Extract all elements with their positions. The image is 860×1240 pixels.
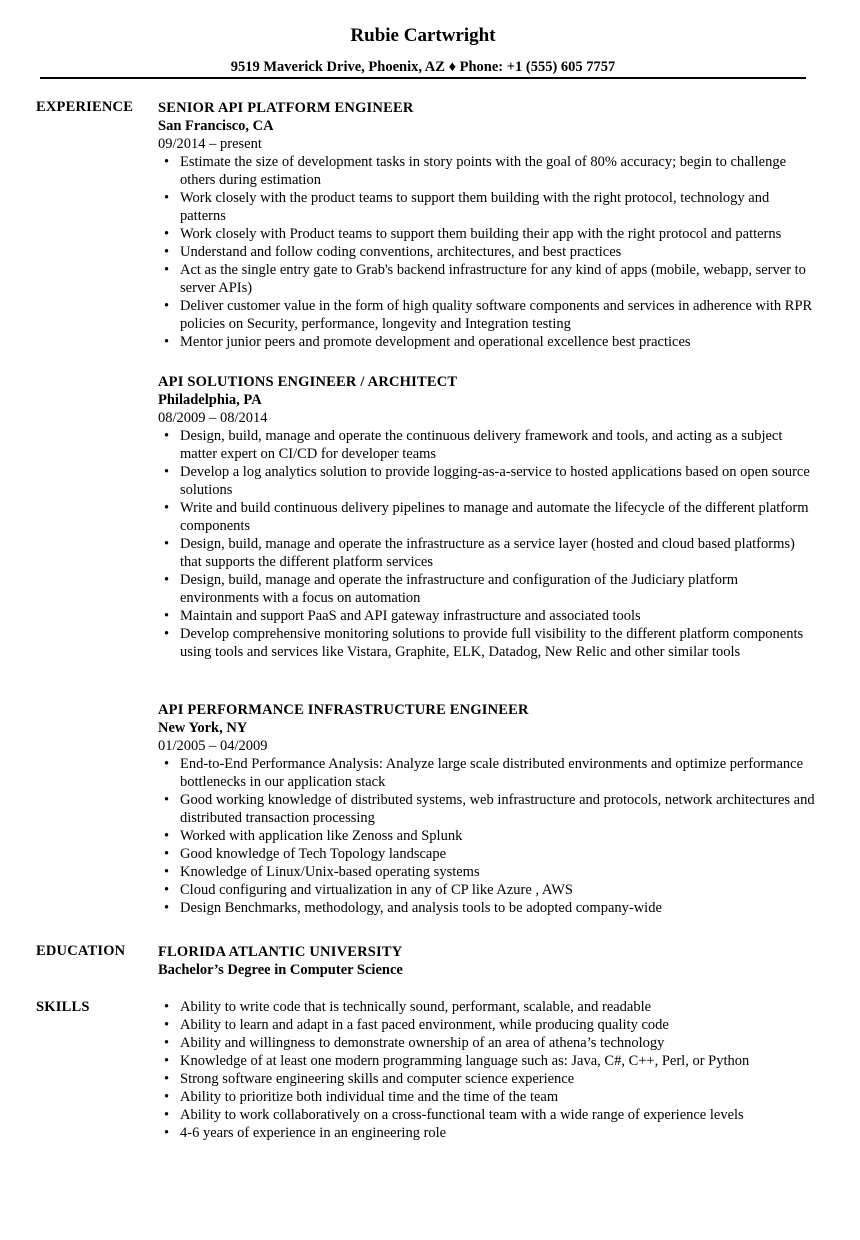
resume-name: Rubie Cartwright — [350, 25, 496, 46]
list-item: • Maintain and support PaaS and API gateway infrastructure and associated tools — [180, 607, 818, 625]
job-entry — [158, 701, 818, 917]
list-item: • Ability to work collaboratively on a cross-functional team with a wide range of experience levels — [180, 1106, 818, 1124]
list-item: • Knowledge of Linux/Unix-based operating systems — [180, 863, 818, 881]
list-item: • Understand and follow coding conventions, architectures, and best practices — [180, 243, 818, 261]
list-item: • Estimate the size of development tasks in story points with the goal of 80% accuracy; begin to challenge others during estimation — [180, 153, 818, 189]
job-title: SENIOR API PLATFORM ENGINEER — [158, 100, 414, 116]
list-item: • Ability to learn and adapt in a fast paced environment, while producing quality code — [180, 1016, 818, 1034]
job-title: API PERFORMANCE INFRASTRUCTURE ENGINEER — [158, 702, 529, 718]
skills-entry — [158, 998, 818, 1142]
list-item: • Knowledge of at least one modern programming language such as: Java, C#, C++, Perl, or Python — [180, 1052, 818, 1070]
contact-line: 9519 Maverick Drive, Phoenix, AZ ♦ Phone: +1 (555) 605 7757 — [230, 59, 616, 75]
list-item: • Design, build, manage and operate the infrastructure as a service layer (hosted and cloud based platforms) that supports the different platform services — [180, 535, 818, 571]
job-dates: 01/2005 – 04/2009 — [158, 738, 268, 754]
list-item: • Design, build, manage and operate the continuous delivery framework and tools, and acting as a subject matter expert on CI/CD for developer teams — [180, 427, 818, 463]
job-entry — [158, 373, 818, 661]
list-item: • Good knowledge of Tech Topology landscape — [180, 845, 818, 863]
job-location: New York, NY — [158, 720, 248, 736]
experience-section-label: EXPERIENCE — [36, 99, 134, 115]
list-item: • Ability to prioritize both individual time and the time of the team — [180, 1088, 818, 1106]
job-bullets — [158, 427, 818, 661]
degree: Bachelor’s Degree in Computer Science — [158, 962, 403, 978]
school-name: FLORIDA ATLANTIC UNIVERSITY — [158, 944, 403, 960]
header-divider — [40, 77, 806, 79]
list-item: • Act as the single entry gate to Grab's backend infrastructure for any kind of apps (mobile, webapp, server to server APIs) — [180, 261, 818, 297]
list-item: • Write and build continuous delivery pipelines to manage and automate the lifecycle of the different platform components — [180, 499, 818, 535]
list-item: • 4-6 years of experience in an engineering role — [180, 1124, 818, 1142]
job-location: Philadelphia, PA — [158, 392, 262, 408]
job-bullets — [158, 755, 818, 917]
skills-section-label: SKILLS — [36, 999, 90, 1015]
skills-list — [158, 998, 818, 1142]
list-item: • Design, build, manage and operate the infrastructure and configuration of the Judiciary platform environments with a focus on automation — [180, 571, 818, 607]
list-item: • Cloud configuring and virtualization in any of CP like Azure , AWS — [180, 881, 818, 899]
job-bullets — [158, 153, 818, 351]
list-item: • Worked with application like Zenoss and Splunk — [180, 827, 818, 845]
list-item: • Ability to write code that is technically sound, performant, scalable, and readable — [180, 998, 818, 1016]
job-location: San Francisco, CA — [158, 118, 274, 134]
list-item: • Deliver customer value in the form of high quality software components and services in adherence with RPR policies on Security, performance, longevity and Integration testing — [180, 297, 818, 333]
job-entry — [158, 99, 818, 351]
list-item: • Work closely with Product teams to support them building their app with the right protocol and patterns — [180, 225, 818, 243]
job-dates: 08/2009 – 08/2014 — [158, 410, 268, 426]
list-item: • Good working knowledge of distributed systems, web infrastructure and protocols, network architectures and distributed transaction processing — [180, 791, 818, 827]
list-item: • Strong software engineering skills and computer science experience — [180, 1070, 818, 1088]
list-item: • Ability and willingness to demonstrate ownership of an area of athena’s technology — [180, 1034, 818, 1052]
list-item: • Develop a log analytics solution to provide logging-as-a-service to hosted applications based on open source solutions — [180, 463, 818, 499]
list-item: • Design Benchmarks, methodology, and analysis tools to be adopted company-wide — [180, 899, 818, 917]
education-section-label: EDUCATION — [36, 943, 126, 959]
job-title: API SOLUTIONS ENGINEER / ARCHITECT — [158, 374, 458, 390]
list-item: • Work closely with the product teams to support them building with the right protocol, technology and patterns — [180, 189, 818, 225]
education-entry — [158, 943, 818, 979]
list-item: • Mentor junior peers and promote development and operational excellence best practices — [180, 333, 818, 351]
job-dates: 09/2014 – present — [158, 136, 262, 152]
list-item: • End-to-End Performance Analysis: Analyze large scale distributed environments and optimize performance bottlenecks in our application stack — [180, 755, 818, 791]
list-item: • Develop comprehensive monitoring solutions to provide full visibility to the different platform components using tools and services like Vistara, Graphite, ELK, Datadog, New Relic and other similar tools — [180, 625, 818, 661]
